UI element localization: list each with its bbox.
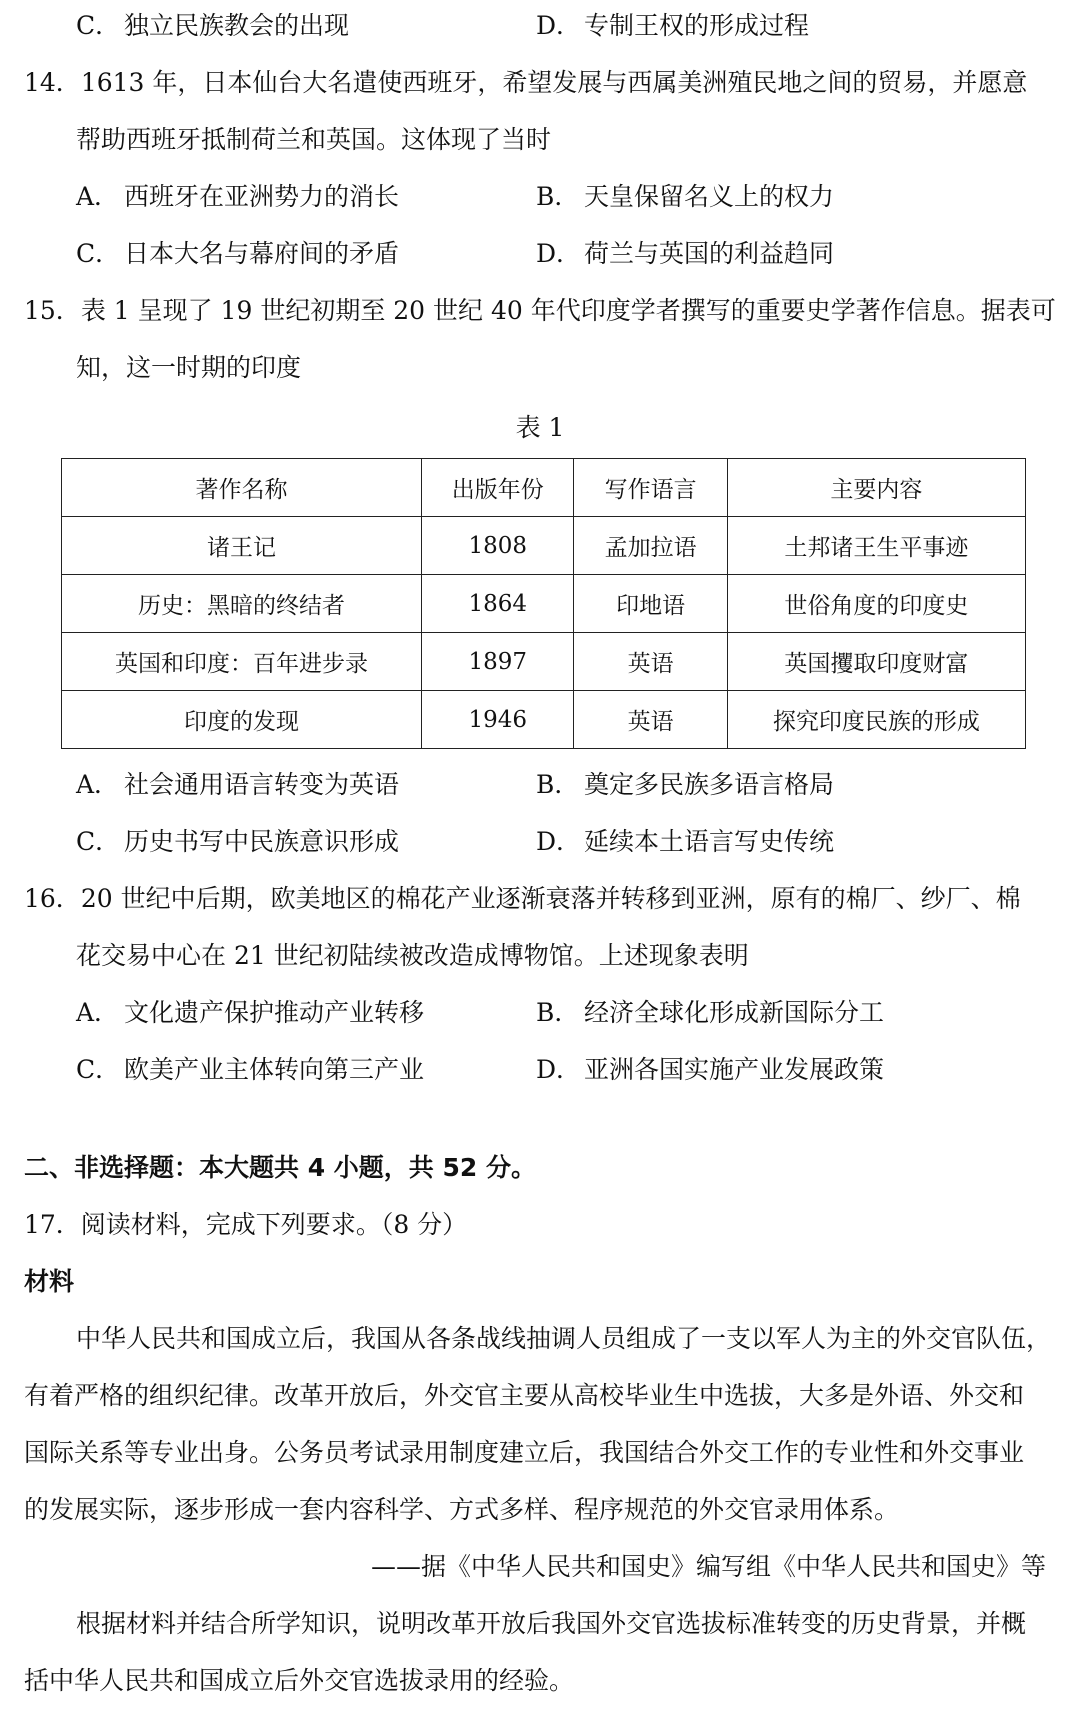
table-header-cell: 主要内容 bbox=[727, 459, 1025, 517]
q14-option-b: B． 天皇保留名义上的权力 bbox=[536, 182, 835, 211]
q15-options-row-2 bbox=[0, 822, 1080, 862]
table-cell: 印度的发现 bbox=[62, 691, 422, 749]
material-paragraph-line: 国际关系等专业出身。公务员考试录用制度建立后，我国结合外交工作的专业性和外交事业 bbox=[24, 1438, 1025, 1467]
section-heading: 二、非选择题：本大题共 4 小题，共 52 分。 bbox=[24, 1153, 537, 1182]
q14-option-d: D． 荷兰与英国的利益趋同 bbox=[536, 239, 835, 268]
q14-option-a: A． 西班牙在亚洲势力的消长 bbox=[76, 182, 400, 211]
q16-option-d: D． 亚洲各国实施产业发展政策 bbox=[536, 1055, 885, 1084]
material-paragraph-line: 有着严格的组织纪律。改革开放后，外交官主要从高校毕业生中选拔，大多是外语、外交和 bbox=[24, 1381, 1025, 1410]
q16-options-row-2 bbox=[0, 1050, 1080, 1090]
q14-options-row-1 bbox=[0, 177, 1080, 217]
table-header-cell: 写作语言 bbox=[574, 459, 727, 517]
table-row bbox=[62, 633, 1026, 691]
table-header-cell: 出版年份 bbox=[422, 459, 574, 517]
q15-option-b: B． 奠定多民族多语言格局 bbox=[536, 770, 835, 799]
table-header-row bbox=[62, 459, 1026, 517]
table-cell: 土邦诸王生平事迹 bbox=[727, 517, 1025, 575]
q13-options-row bbox=[0, 6, 1080, 46]
q14-option-c: C． 日本大名与幕府间的矛盾 bbox=[76, 239, 400, 268]
q15-stem-line2: 知，这一时期的印度 bbox=[76, 353, 302, 382]
q15-number: 15． bbox=[24, 296, 81, 325]
q16-options-row-1 bbox=[0, 993, 1080, 1033]
q13-option-c: C． 独立民族教会的出现 bbox=[76, 11, 350, 40]
q16-option-b: B． 经济全球化形成新国际分工 bbox=[536, 998, 885, 1027]
table-cell: 1897 bbox=[422, 633, 574, 691]
q15-option-c: C． 历史书写中民族意识形成 bbox=[76, 827, 400, 856]
table-cell: 印地语 bbox=[574, 575, 727, 633]
q14-options-row-2 bbox=[0, 234, 1080, 274]
q14-stem-line1: 14．1613 年，日本仙台大名遣使西班牙，希望发展与西属美洲殖民地之间的贸易，并愿意 bbox=[24, 63, 1027, 103]
table-cell: 孟加拉语 bbox=[574, 517, 727, 575]
material-label: 材料 bbox=[24, 1267, 75, 1296]
material-source: ——据《中华人民共和国史》编写组《中华人民共和国史》等 bbox=[370, 1552, 1046, 1581]
table-row bbox=[62, 575, 1026, 633]
q17-question-line1: 根据材料并结合所学知识，说明改革开放后我国外交官选拔标准转变的历史背景，并概 bbox=[76, 1609, 1027, 1638]
table-cell: 英语 bbox=[574, 633, 727, 691]
q13-option-d: D． 专制王权的形成过程 bbox=[536, 11, 810, 40]
q17-question-line2: 括中华人民共和国成立后外交官选拔录用的经验。 bbox=[24, 1666, 575, 1695]
q15-option-d: D． 延续本土语言写史传统 bbox=[536, 827, 835, 856]
q14-number: 14． bbox=[24, 68, 81, 97]
history-works-table bbox=[61, 458, 1026, 749]
q17-heading: 17．阅读材料，完成下列要求。（8 分） bbox=[24, 1210, 468, 1239]
table-cell: 英语 bbox=[574, 691, 727, 749]
q15-option-a: A． 社会通用语言转变为英语 bbox=[76, 770, 400, 799]
q16-option-c: C． 欧美产业主体转向第三产业 bbox=[76, 1055, 425, 1084]
q16-stem-line1: 16．20 世纪中后期，欧美地区的棉花产业逐渐衰落并转移到亚洲，原有的棉厂、纱厂、棉 bbox=[24, 879, 1021, 919]
q16-option-a: A． 文化遗产保护推动产业转移 bbox=[76, 998, 425, 1027]
material-paragraph-line: 的发展实际，逐步形成一套内容科学、方式多样、程序规范的外交官录用体系。 bbox=[24, 1495, 900, 1524]
table-cell: 历史：黑暗的终结者 bbox=[62, 575, 422, 633]
table-row bbox=[62, 691, 1026, 749]
table-cell: 英国攫取印度财富 bbox=[727, 633, 1025, 691]
q14-stem-line2: 帮助西班牙抵制荷兰和英国。这体现了当时 bbox=[76, 125, 552, 154]
material-paragraph-line: 中华人民共和国成立后，我国从各条战线抽调人员组成了一支以军人为主的外交官队伍， bbox=[76, 1324, 1052, 1353]
table-cell: 世俗角度的印度史 bbox=[727, 575, 1025, 633]
table-cell: 英国和印度：百年进步录 bbox=[62, 633, 422, 691]
q15-stem-line1: 15．表 1 呈现了 19 世纪初期至 20 世纪 40 年代印度学者撰写的重要史学著作信息。据表可 bbox=[24, 291, 1056, 331]
q16-stem-line2: 花交易中心在 21 世纪初陆续被改造成博物馆。上述现象表明 bbox=[76, 941, 749, 970]
table-row bbox=[62, 517, 1026, 575]
q15-options-row-1 bbox=[0, 765, 1080, 805]
table-cell: 诸王记 bbox=[62, 517, 422, 575]
table-header-cell: 著作名称 bbox=[62, 459, 422, 517]
table-cell: 1808 bbox=[422, 517, 574, 575]
table-title: 表 1 bbox=[515, 413, 565, 442]
table-cell: 1864 bbox=[422, 575, 574, 633]
table-cell: 探究印度民族的形成 bbox=[727, 691, 1025, 749]
q16-number: 16． bbox=[24, 884, 81, 913]
table-cell: 1946 bbox=[422, 691, 574, 749]
